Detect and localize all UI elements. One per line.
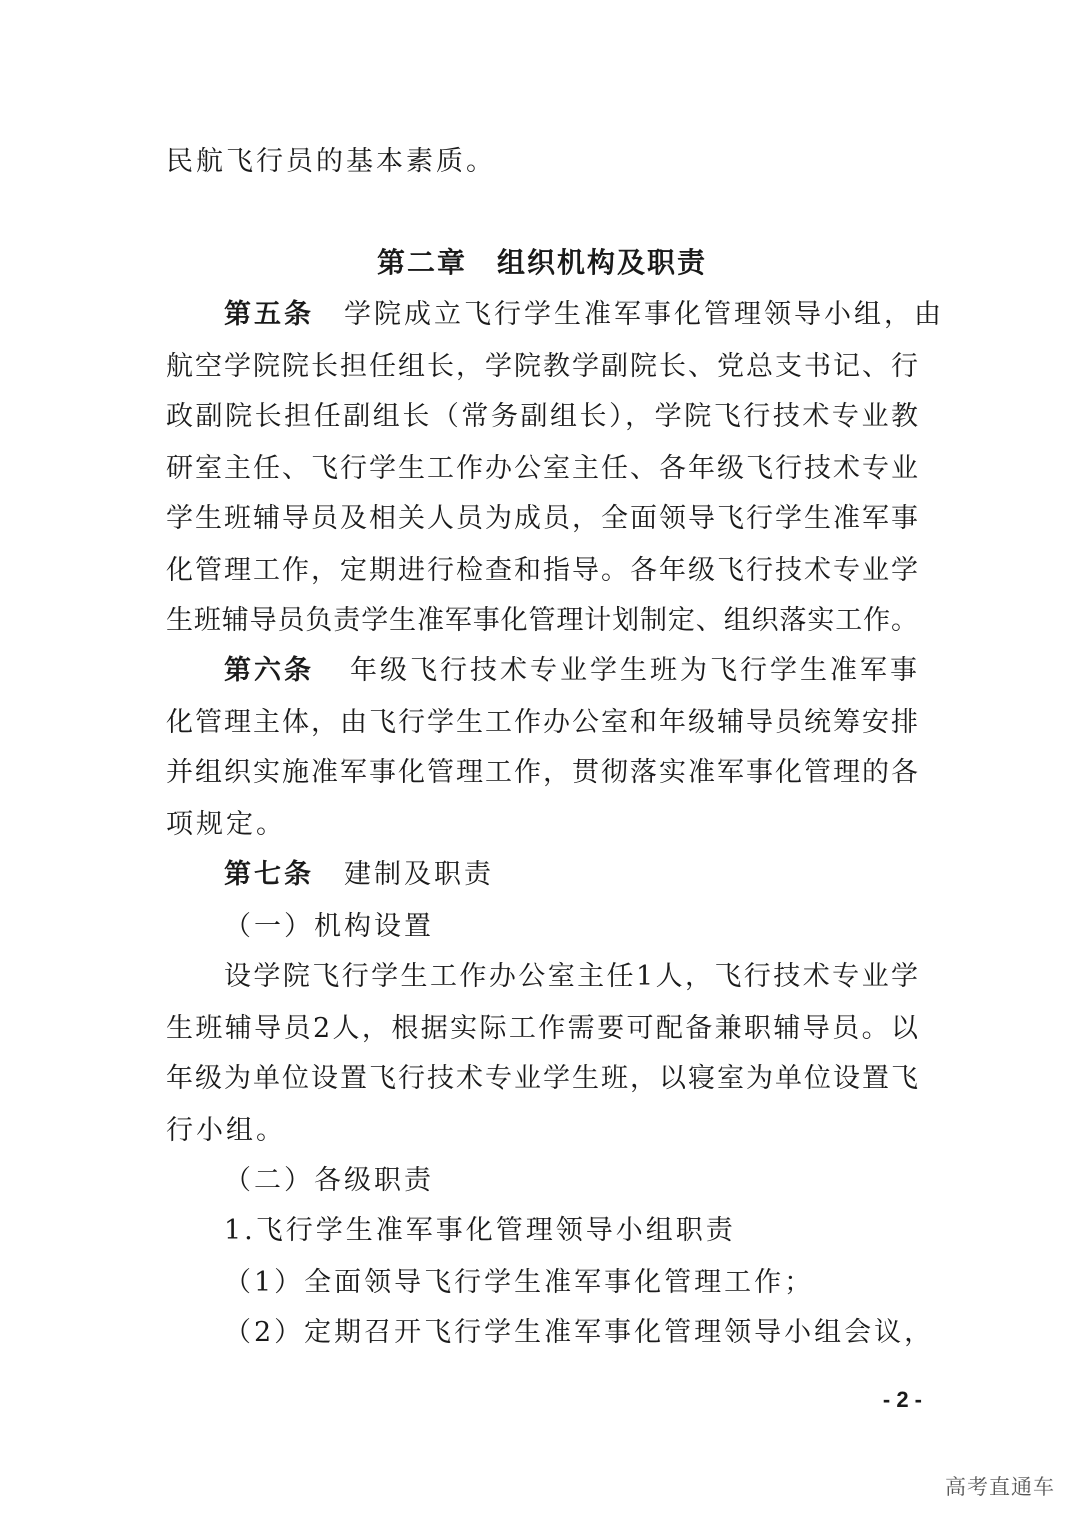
text-line: 设学院飞行学生工作办公室主任1人，飞行技术专业学: [224, 961, 918, 992]
article-6-first-line: [224, 651, 918, 691]
chapter-title: 第二章 组织机构及职责: [376, 246, 707, 279]
article-7-first-line: [224, 855, 494, 895]
text-line: 年级为单位设置飞行技术专业学生班，以寝室为单位设置飞: [166, 1063, 918, 1094]
text-line: 学生班辅导员及相关人员为成员，全面领导飞行学生准军事: [166, 503, 918, 534]
text-line: 生班辅导员负责学生准军事化管理计划制定、组织落实工作。: [166, 605, 918, 636]
text-line: 年级飞行技术专业学生班为飞行学生准军事: [350, 655, 920, 686]
text-line: 建制及职责: [344, 859, 494, 890]
text-line: 研室主任、飞行学生工作办公室主任、各年级飞行技术专业: [166, 453, 918, 484]
text-line: 化管理工作，定期进行检查和指导。各年级飞行技术专业学: [166, 555, 918, 586]
text-line: 行小组。: [166, 1115, 286, 1146]
list-item: （1）全面领导飞行学生准军事化管理工作；: [224, 1267, 815, 1298]
text-line: 航空学院院长担任组长，学院教学副院长、党总支书记、行: [166, 351, 918, 382]
section-heading: （二）各级职责: [224, 1165, 434, 1196]
text-line: 并组织实施准军事化管理工作，贯彻落实准军事化管理的各: [166, 757, 918, 788]
article-6-label: 第六条: [224, 655, 314, 686]
watermark-text: 高考直通车: [945, 1475, 1055, 1499]
page-number: - 2 -: [882, 1387, 922, 1412]
article-7-label: 第七条: [224, 859, 314, 890]
article-5-label: 第五条: [224, 299, 314, 330]
text-line: 化管理主体，由飞行学生工作办公室和年级辅导员统筹安排: [166, 707, 918, 738]
article-5-first-line: [224, 295, 944, 335]
text-line: 民航飞行员的基本素质。: [166, 146, 496, 177]
text-line: 政副院长担任副组长（常务副组长），学院飞行技术专业教: [166, 401, 918, 432]
text-line: 项规定。: [166, 809, 286, 840]
text-line: 学院成立飞行学生准军事化管理领导小组，由: [344, 299, 944, 330]
list-item: （2）定期召开飞行学生准军事化管理领导小组会议，: [224, 1317, 935, 1348]
list-item: 1.飞行学生准军事化管理领导小组职责: [224, 1215, 736, 1246]
text-line: 生班辅导员2人，根据实际工作需要可配备兼职辅导员。以: [166, 1013, 918, 1044]
section-heading: （一）机构设置: [224, 911, 434, 942]
